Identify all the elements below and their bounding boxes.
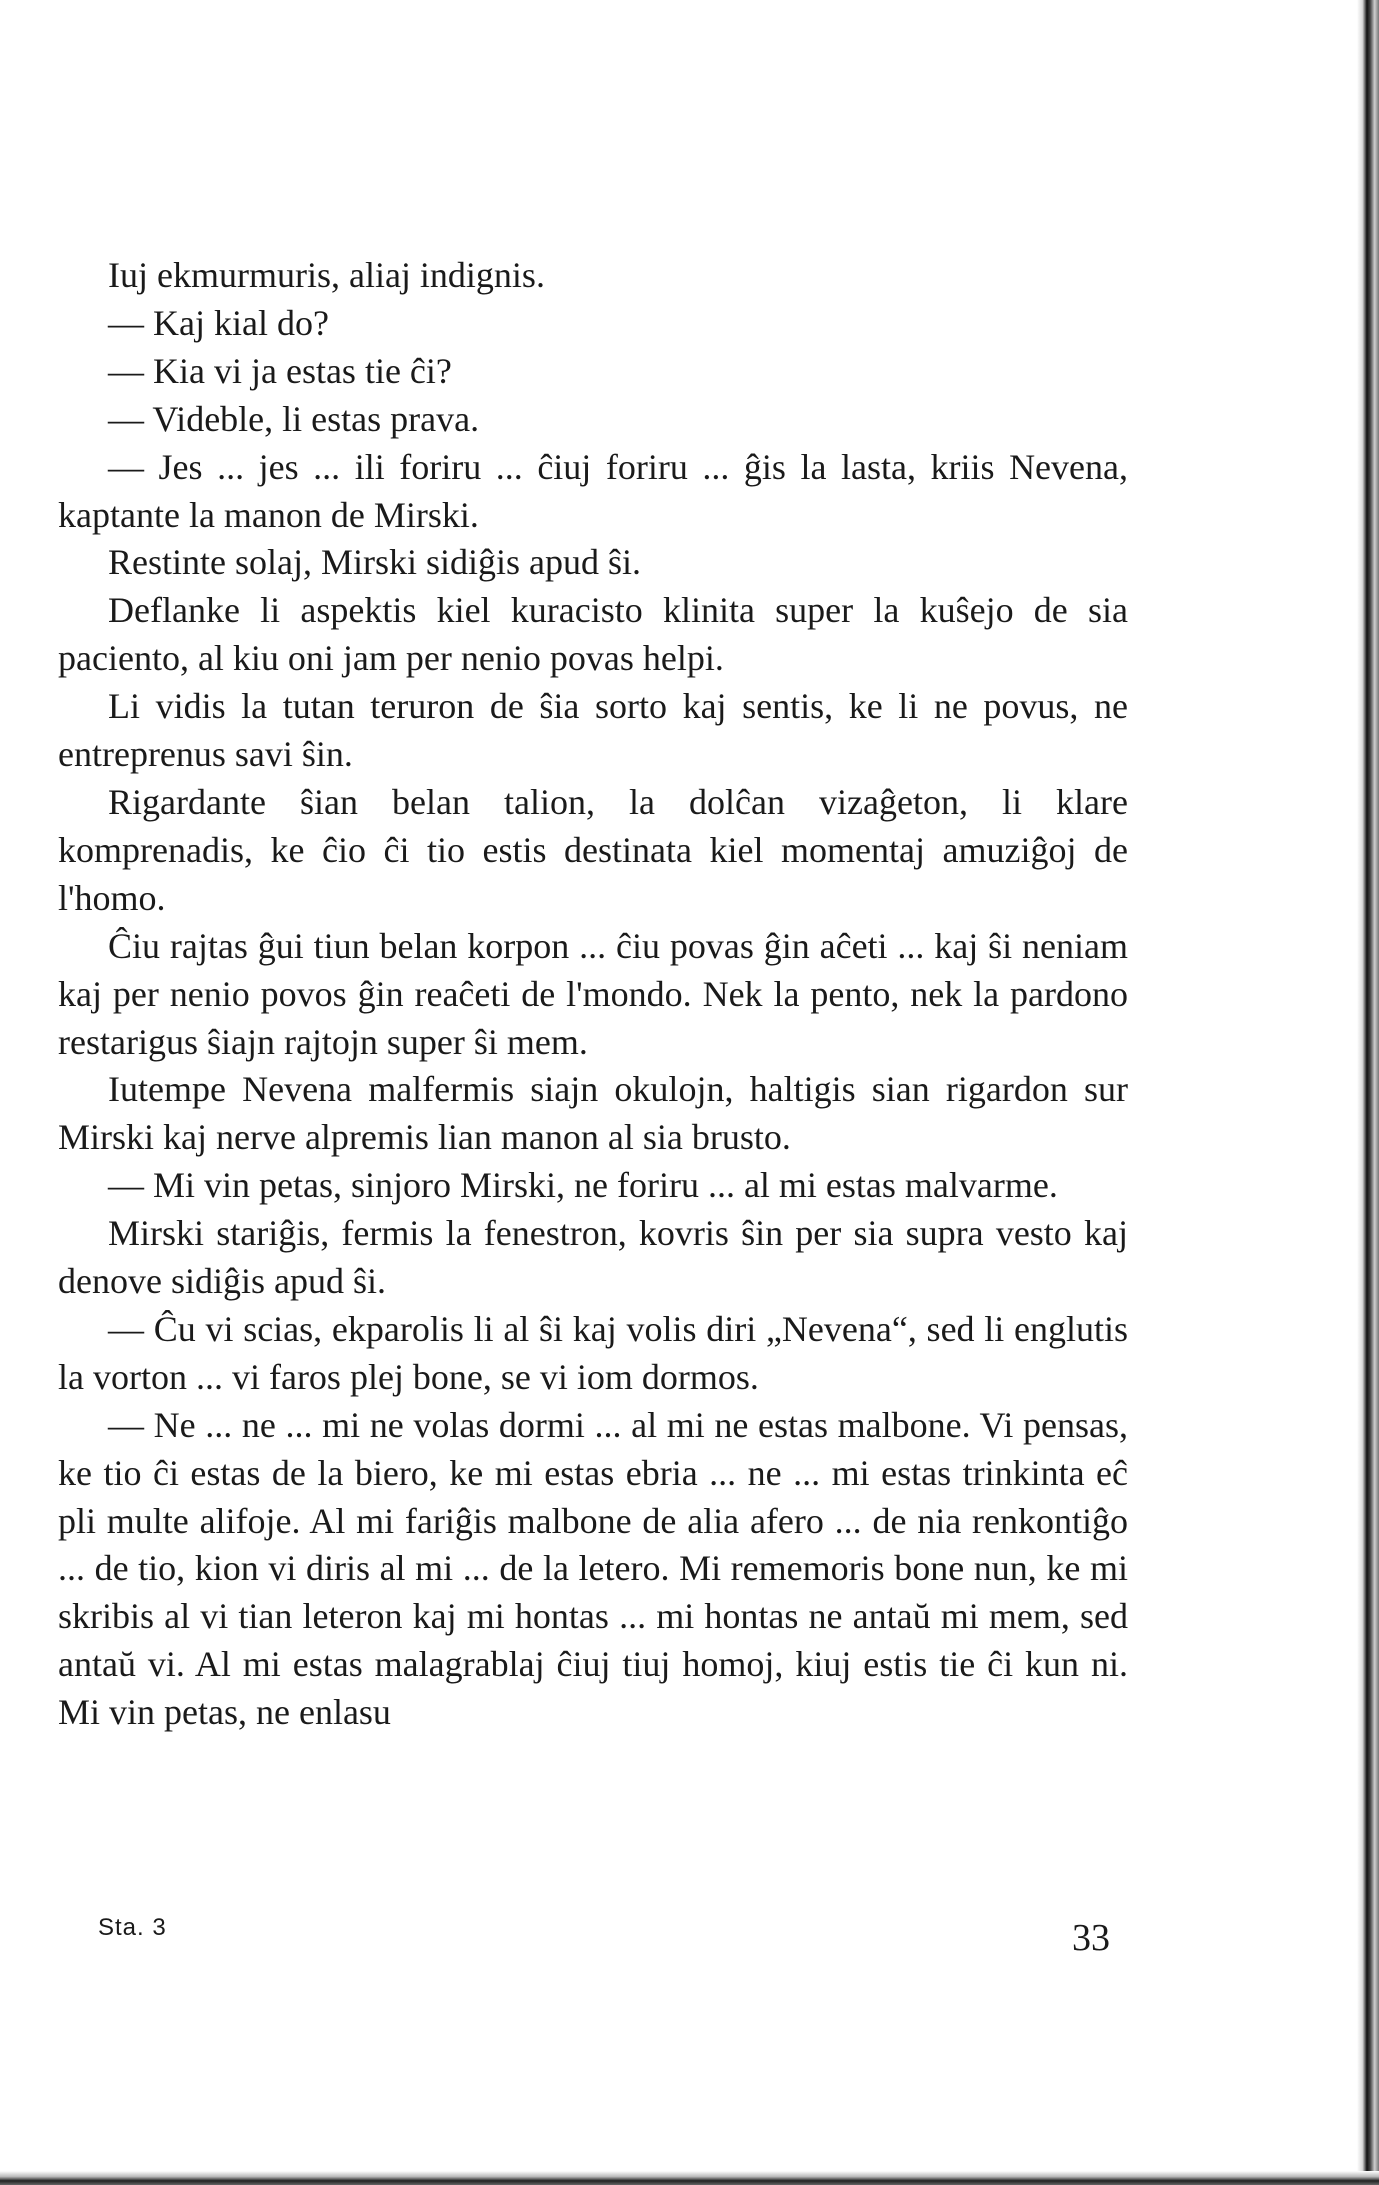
scan-edge-bottom — [0, 2171, 1379, 2185]
scan-edge-right — [1357, 0, 1379, 2185]
paragraph: — Kaj kial do? — [108, 302, 329, 343]
paragraph: — Jes ... jes ... ili foriru ... ĉiuj foriru ... ĝis la lasta, kriis Nevena, kaptante la manon de Mirski. — [58, 446, 1128, 535]
paragraph: Iutempe Nevena malfermis siajn okulojn, haltigis sian rigardon sur Mirski kaj nerve alpremis lian manon al sia brusto. — [58, 1069, 1128, 1158]
paragraph: Mirski stariĝis, fermis la fenestron, kovris ŝin per sia supra vesto kaj denove sidiĝis apud ŝi. — [58, 1213, 1128, 1302]
paragraph: — Kia vi ja estas tie ĉi? — [108, 350, 452, 391]
page-number: 33 — [1072, 1917, 1110, 1959]
paragraph: — Ĉu vi scias, ekparolis li al ŝi kaj volis diri „Nevena“, sed li englutis la vorton ... vi faros plej bone, se vi iom dormos. — [58, 1308, 1128, 1397]
paragraph: Deflanke li aspektis kiel kuracisto klinita super la kuŝejo de sia paciento, al kiu oni jam per nenio povas helpi. — [58, 590, 1128, 679]
paragraph: — Mi vin petas, sinjoro Mirski, ne foriru ... al mi estas malvarme. — [108, 1165, 1058, 1206]
body-text — [58, 252, 1128, 1737]
paragraph: — Ne ... ne ... mi ne volas dormi ... al mi ne estas malbone. Vi pensas, ke tio ĉi estas de la biero, ke mi estas ebria ... ne ... mi estas trinkinta eĉ pli multe alifoje. Al mi fariĝis malbone de alia afero ... de nia renkontiĝo ... de tio, kion vi diris al mi ... de la letero. Mi rememoris bone nun, ke mi skribis al vi tian leteron kaj mi hontas ... mi hontas ne antaŭ mi mem, sed antaŭ vi. Al mi estas malagrablaj ĉiuj tiuj homoj, kiuj estis tie ĉi kun ni. Mi vin petas, ne enlasu — [58, 1404, 1128, 1733]
paragraph: Li vidis la tutan teruron de ŝia sorto kaj sentis, ke li ne povus, ne entreprenus savi ŝin. — [58, 686, 1128, 775]
paragraph: Iuj ekmurmuris, aliaj indignis. — [108, 255, 545, 295]
paragraph: Rigardante ŝian belan talion, la dolĉan vizaĝeton, li klare komprenadis, ke ĉio ĉi tio estis destinata kiel momentaj amuziĝoj de l'homo. — [58, 781, 1128, 918]
signature-mark: Sta. 3 — [98, 1914, 167, 1941]
paragraph: Restinte solaj, Mirski sidiĝis apud ŝi. — [108, 542, 642, 583]
paragraph: — Videble, li estas prava. — [108, 398, 480, 439]
paragraph: Ĉiu rajtas ĝui tiun belan korpon ... ĉiu povas ĝin aĉeti ... kaj ŝi neniam kaj per nenio povos ĝin reaĉeti de l'mondo. Nek la pento, nek la pardono restarigus ŝiajn rajtojn super ŝi mem. — [58, 925, 1128, 1062]
